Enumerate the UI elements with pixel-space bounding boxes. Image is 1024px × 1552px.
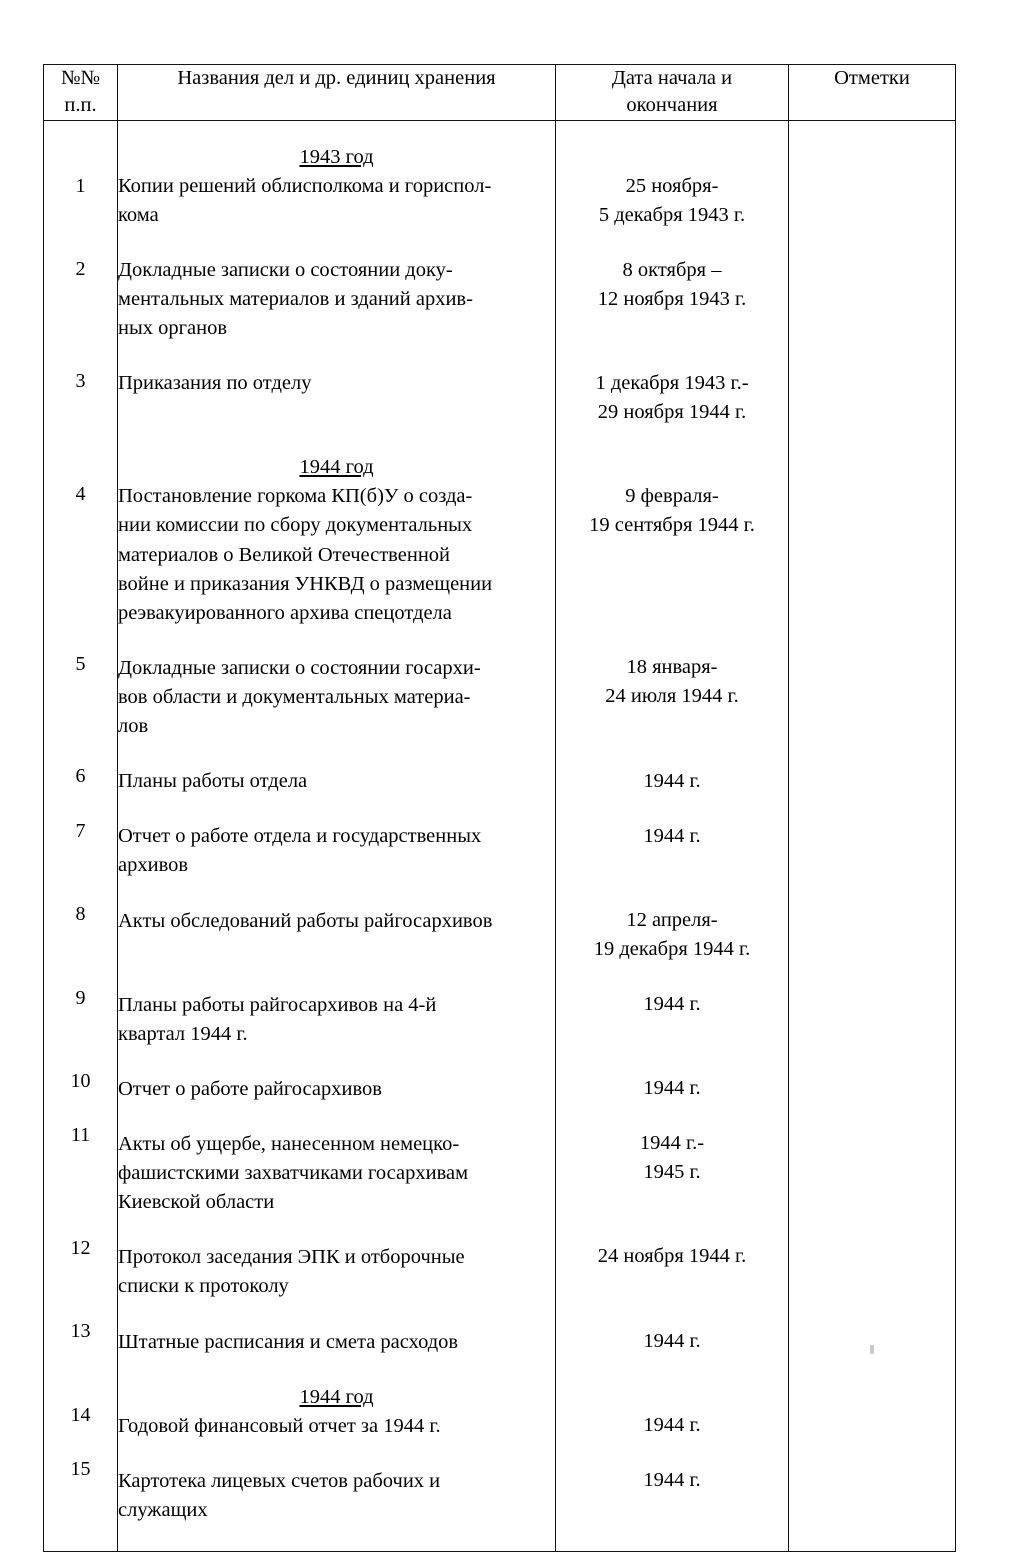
row-title-line: Отчет о работе отдела и государственных [118,825,482,848]
row-date-line: 19 сентября 1944 г. [589,514,755,537]
row-title-line: ных органов [118,317,228,340]
row-notes [789,143,955,227]
row-title-line: Планы работы отдела [118,770,308,793]
column-header-date-line1: Дата начала и [611,67,733,89]
row-date-range [556,767,788,822]
row-notes-gap [789,227,955,340]
row-date-range [556,369,788,453]
row-date-line: 1944 г. [643,824,701,847]
row-notes-gap [789,847,955,931]
header-row [44,65,956,121]
year-section-heading: 1943 год [299,145,374,168]
row-number-value: 1 [75,174,86,197]
row-number-gap [44,1262,117,1317]
row-title-gap [118,1104,555,1130]
row-date-line: 1944 г. [643,1329,701,1352]
row-title-line: Картотека лицевых счетов рабочих и [118,1469,441,1492]
row-date-gap [556,540,788,653]
row-number-value: 10 [70,1070,91,1093]
row-number [44,984,117,1067]
row-number [44,367,117,450]
row-title-line: Годовой финансовый отчет за 1944 г. [118,1414,441,1437]
row-title-line: архивов [118,854,189,877]
table-header [44,65,956,121]
row-number-value: 6 [75,765,86,788]
row-date-line: 12 ноября 1943 г. [597,287,747,310]
row-title-line: Акты обследований работы райгосархивов [118,909,493,932]
row-date-line: 1944 г. [643,769,701,792]
row-notes [789,763,955,847]
row-date-line: 1944 г. [643,1077,701,1100]
row-title-line: материалов о Великой Отечественной [118,543,451,566]
row-date-gap [556,1356,788,1382]
row-notes [789,708,955,763]
row-title [118,1412,555,1467]
row-date-line: 24 ноября 1944 г. [597,1245,747,1268]
row-date-offset-spacer [556,453,788,482]
row-number-value: 8 [75,903,86,926]
row-date-line: 1945 г. [643,1161,701,1184]
row-date-range [556,1327,788,1382]
row-title-gap [118,1525,555,1551]
row-title-line: Штатные расписания и смета расходов [118,1330,459,1353]
row-title-gap [118,1217,555,1243]
row-number [44,762,117,816]
row-number-gap [44,678,117,762]
row-number [44,1372,117,1455]
row-title-line: лов [118,715,149,738]
row-date-gap [556,1495,788,1550]
row-number [44,650,117,762]
row-date-gap [556,1019,788,1074]
row-date-gap [556,1187,788,1242]
row-notes-gap [789,1070,955,1183]
row-title [118,767,555,822]
row-notes [789,1070,955,1183]
row-title-gap [118,230,555,256]
row-date-line: 18 января- [626,656,718,679]
row-date-line: 25 ноября- [625,174,719,197]
row-number-value: 2 [75,257,86,280]
row-title-line: Докладные записки о состоянии доку- [118,258,453,281]
row-title-line: войне и приказания УНКВД о размещении [118,572,493,595]
row-number-value: 9 [75,986,86,1009]
row-date-line: 9 февраля- [625,485,719,508]
column-header-date [556,65,789,121]
row-title [118,369,555,453]
row-date-line: 24 июля 1944 г. [605,685,739,708]
row-notes [789,1015,955,1070]
row-date-gap [556,1103,788,1129]
row-title [118,654,555,767]
row-title-gap [118,1441,555,1467]
row-number [44,451,117,650]
column-header-number-line2: п.п. [64,94,97,117]
row-date-line: 5 декабря 1943 г. [598,203,746,226]
row-number-value: 11 [70,1124,91,1147]
row-number-value: 13 [70,1320,91,1343]
row-title-line: ментальных материалов и зданий архив- [118,287,473,310]
row-number-value: 15 [70,1457,91,1480]
row-date-gap [556,1272,788,1327]
row-title-line: квартал 1944 г. [118,1022,248,1045]
column-header-number-line1: №№ [60,67,101,89]
row-date-line: 8 октября – [622,258,722,281]
row-number-gap [44,1012,117,1067]
row-number-gap [44,283,117,367]
row-title-line: Приказания по отделу [118,372,312,395]
row-title-gap [118,343,555,369]
row-notes [789,1377,955,1461]
row-notes-gap [789,340,955,424]
row-title-line: кома [118,203,159,226]
row-title-gap [118,1357,555,1383]
column-header-title [118,65,556,121]
column-top-spacer [556,121,788,143]
year-section-heading: 1944 год [299,456,374,479]
row-notes-gap [789,143,955,227]
row-title-gap [118,881,555,907]
row-notes-gap [789,708,955,763]
row-notes [789,931,955,1015]
column-top-spacer [118,121,555,143]
column-header-number [44,65,118,121]
scan-artifact-speck [870,1345,874,1354]
row-date-range [556,822,788,906]
row-notes [789,847,955,931]
row-date-range [556,1466,788,1550]
row-number-value: 4 [75,482,86,505]
column-header-notes-line1: Отметки [834,67,910,89]
row-notes [789,595,955,708]
row-number [44,817,117,900]
row-number [44,1067,117,1121]
row-number [44,143,117,255]
row-date-line: 1 декабря 1943 г.- [595,371,749,394]
row-title-line: Протокол заседания ЭПК и отборочные [118,1246,465,1269]
titles-column [118,120,556,1552]
row-date-gap [556,712,788,767]
table-content-row [44,120,956,1552]
row-notes-gap [789,1267,955,1322]
row-title [118,256,555,369]
row-number-gap [44,929,117,984]
row-date-range [556,453,788,653]
row-title-line: Акты об ущербе, нанесенном немецко- [118,1133,460,1156]
numbers-column [44,120,118,1552]
row-date-range [556,906,788,990]
row-notes [789,1267,955,1322]
year-section-heading: 1944 год [299,1385,374,1408]
row-title-line: Копии решений облисполкома и гориспол- [118,174,492,197]
row-title-line: реэвакуированного архива спецотдела [118,601,452,624]
row-date-range [556,1074,788,1129]
row-notes [789,1183,955,1267]
row-date-range [556,1382,788,1466]
row-title [118,1243,555,1327]
row-number [44,1455,117,1538]
row-number-gap [44,200,117,255]
row-notes-gap [789,1377,955,1461]
row-number-value: 14 [70,1403,91,1426]
row-title-gap [118,741,555,767]
row-title-line: Планы работы райгосархивов на 4-й [118,993,437,1016]
column-top-spacer [44,121,117,143]
row-notes [789,424,955,595]
dates-column [556,120,789,1552]
row-date-line: 12 апреля- [626,908,718,931]
column-header-notes [789,65,956,121]
row-title [118,1467,555,1551]
row-title-line: фашистскими захватчиками госархивам [118,1162,469,1185]
archival-inventory-table [43,64,956,1552]
row-title-gap [118,1302,555,1328]
row-notes-gap [789,1183,955,1267]
column-header-date-line2: окончания [626,94,718,117]
row-date-gap [556,964,788,990]
row-number-gap [44,1483,117,1538]
row-title-gap [118,1049,555,1075]
row-date-line: 29 ноября 1944 г. [597,401,747,424]
row-number-gap [44,1429,117,1455]
row-title [118,1130,555,1243]
row-date-line: 1944 г.- [639,1132,705,1155]
notes-column [789,120,956,1552]
row-number [44,1234,117,1317]
row-title-gap [118,936,555,991]
row-number [44,900,117,983]
row-number [44,255,117,367]
row-title-gap [118,796,555,822]
row-date-offset-spacer [556,143,788,172]
row-title-line: вов области и документальных материа- [118,686,471,709]
row-notes-gap [789,1015,955,1070]
row-title [118,1075,555,1130]
row-date-line: 1944 г. [643,1413,701,1436]
row-title-line: Киевской области [118,1191,275,1214]
row-date-line: 1944 г. [643,993,701,1016]
row-date-range [556,1129,788,1242]
row-number-gap [44,791,117,817]
row-date-line: 19 декабря 1944 г. [593,937,751,960]
column-header-title-line1: Названия дел и др. единиц хранения [177,67,496,89]
row-title-line: Отчет о работе райгосархивов [118,1077,382,1100]
row-date-gap [556,796,788,822]
row-number [44,1121,117,1233]
row-notes [789,340,955,424]
row-title-line: нии комиссии по сбору документальных [118,514,473,537]
row-title-line: служащих [118,1499,208,1521]
row-notes-gap [789,595,955,708]
row-title [118,172,555,256]
table-body [44,120,956,1552]
row-date-range [556,143,788,256]
row-number [44,1317,117,1371]
row-title-gap [118,628,555,654]
row-number-value: 12 [70,1236,91,1259]
row-number-value: 5 [75,653,86,676]
row-date-gap [556,1440,788,1466]
row-number-offset-spacer [44,143,117,172]
row-number-gap [44,508,117,650]
row-notes [789,227,955,340]
row-title [118,991,555,1075]
row-notes-gap [789,931,955,1015]
row-notes-gap [789,763,955,847]
row-number-value: 7 [75,819,86,842]
row-number-offset-spacer [44,451,117,480]
row-title-line: списки к протоколу [118,1275,289,1298]
row-date-range [556,990,788,1074]
row-number-gap [44,845,117,900]
row-date-offset-spacer [556,1382,788,1411]
row-number-gap [44,396,117,451]
row-date-line: 1944 г. [643,1468,701,1491]
row-title [118,907,555,991]
row-date-range [556,256,788,369]
row-title-gap [118,398,555,453]
row-date-gap [556,230,788,256]
row-title [118,1328,555,1383]
row-title [118,482,555,654]
row-date-gap [556,851,788,906]
row-date-gap [556,314,788,369]
row-number-value: 3 [75,370,86,393]
row-date-range [556,1242,788,1326]
row-date-gap [556,427,788,453]
row-title [118,822,555,906]
row-date-range [556,653,788,766]
row-number-offset-spacer [44,1372,117,1401]
row-number-gap [44,1150,117,1234]
row-title-line: Постановление горкома КП(б)У о созда- [118,485,473,508]
column-top-spacer [789,121,955,143]
row-title-line: Докладные записки о состоянии госархи- [118,656,481,679]
row-notes-gap [789,424,955,595]
row-number-gap [44,1095,117,1121]
row-number-gap [44,1346,117,1372]
